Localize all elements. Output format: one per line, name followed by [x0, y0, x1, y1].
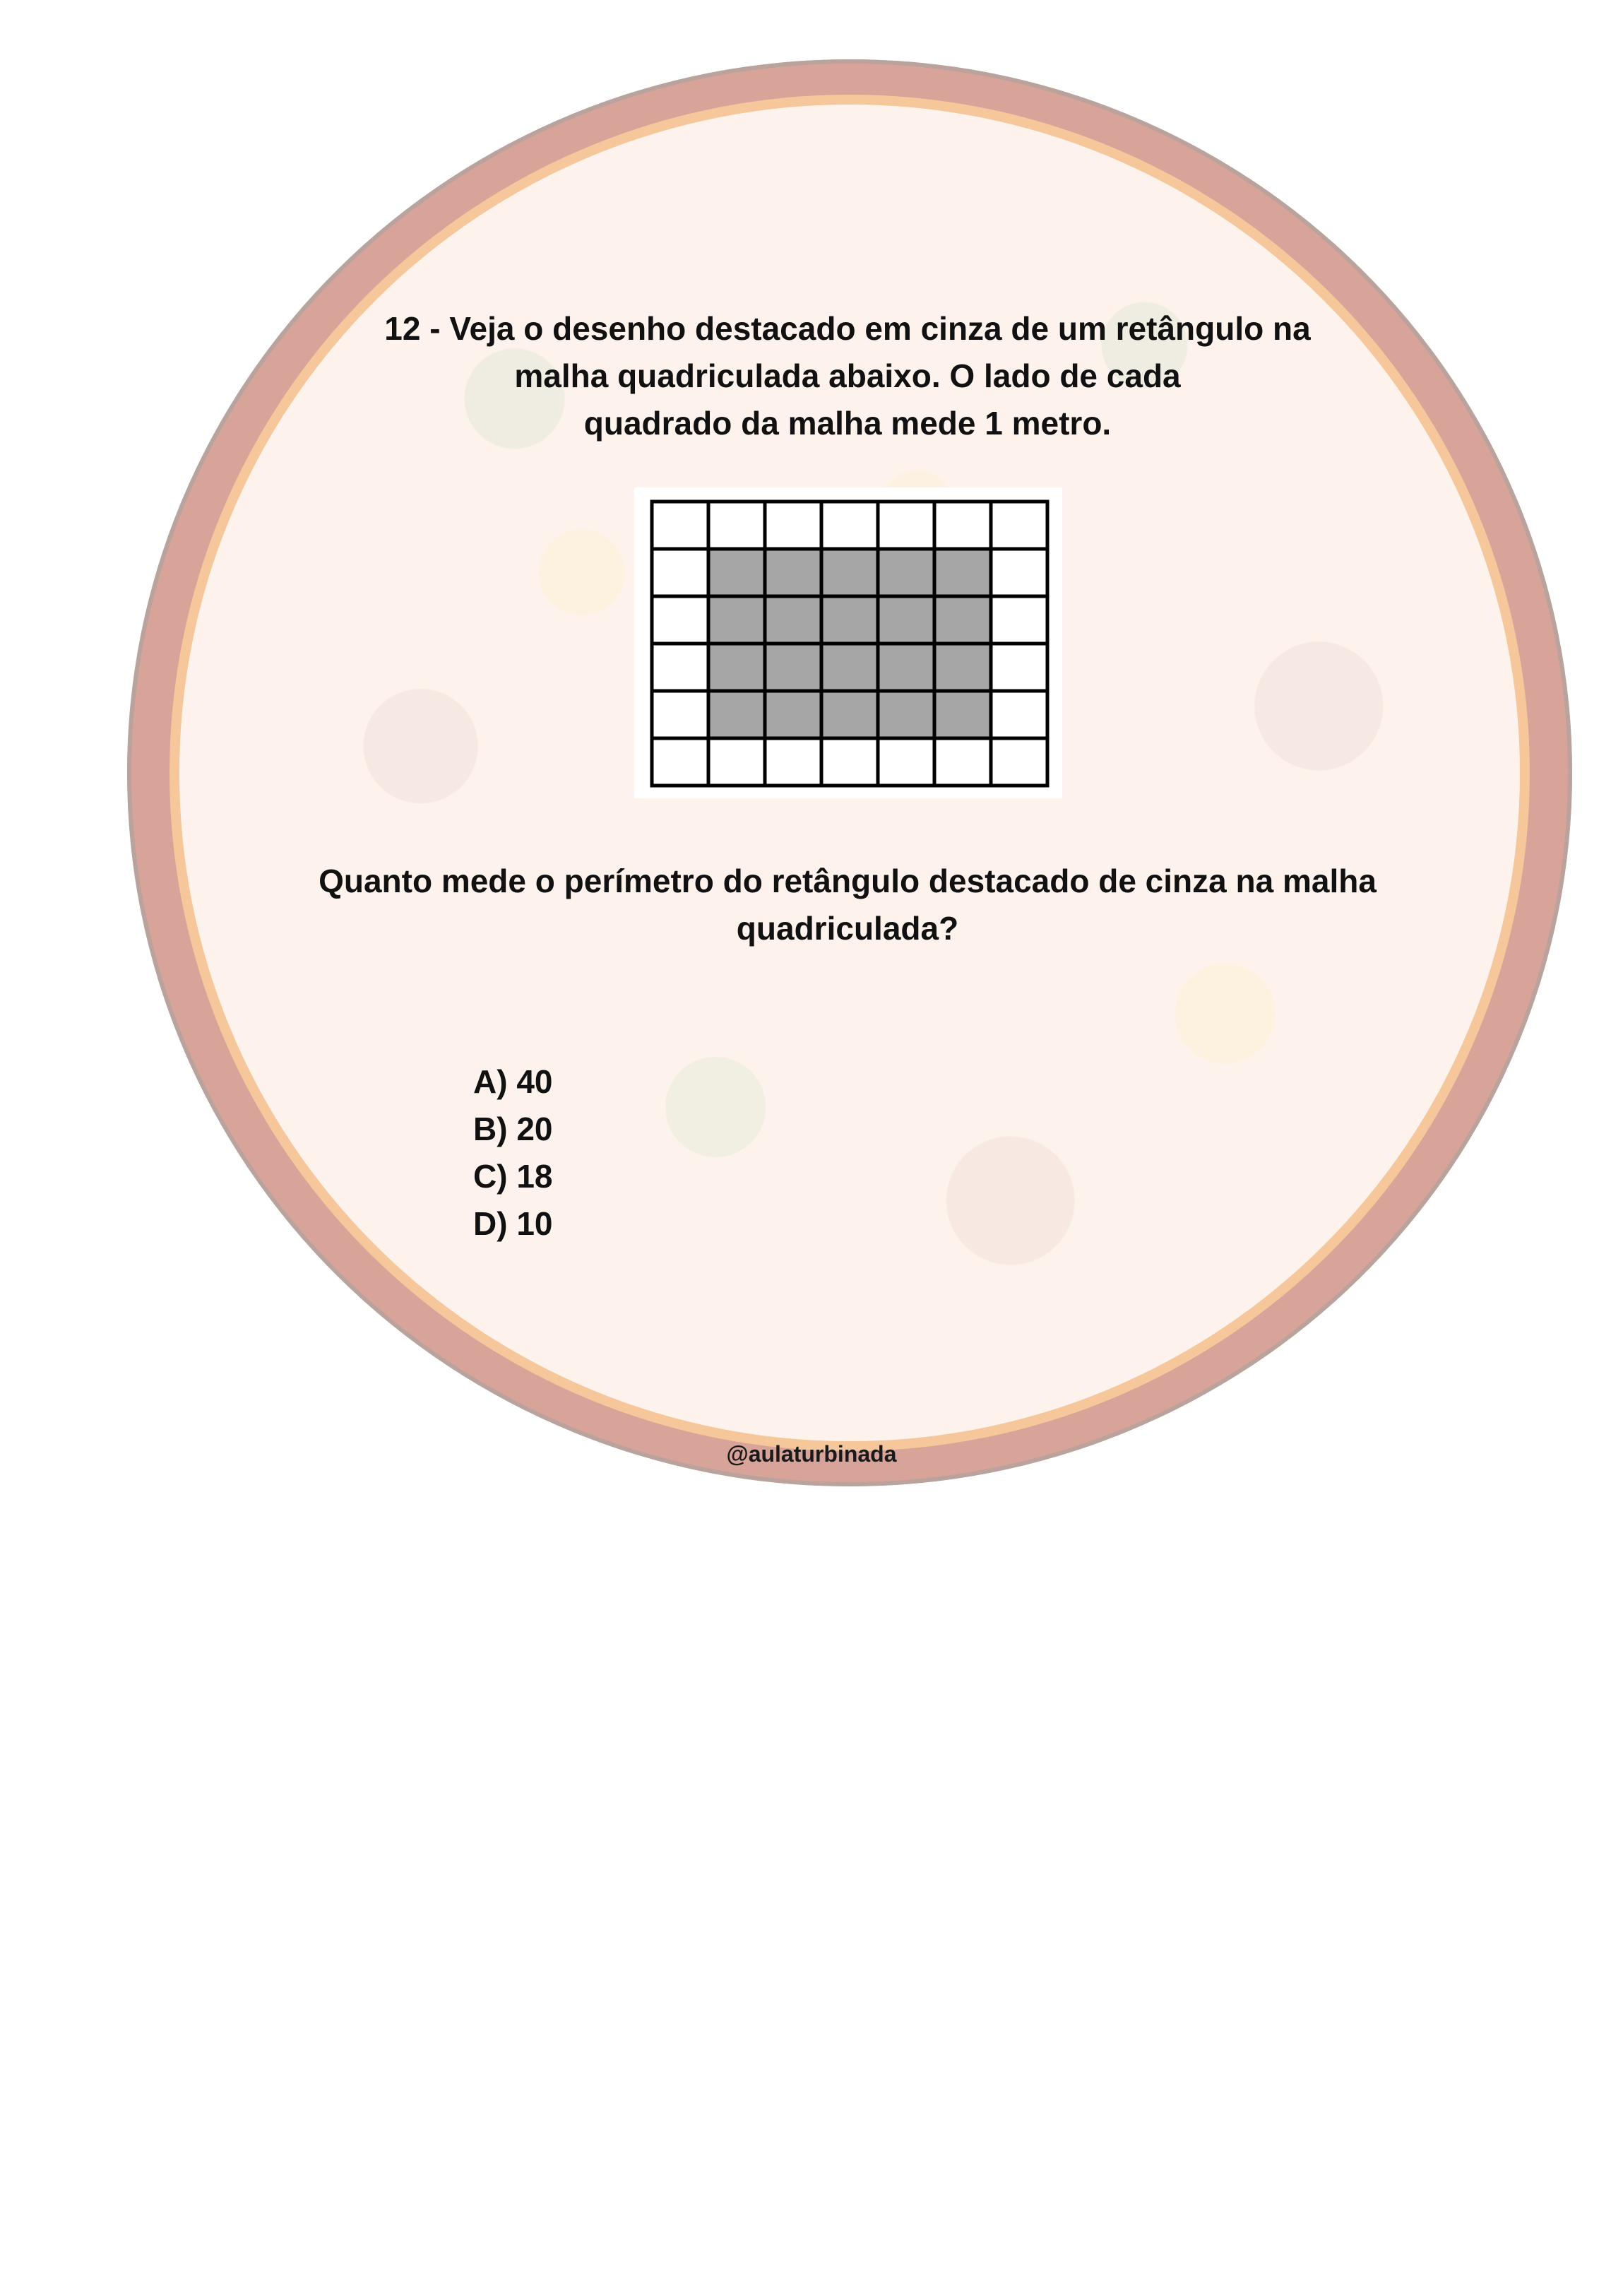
question-title-line: 12 - Veja o desenho destacado em cinza de um retângulo na — [384, 310, 1311, 347]
grid-cell-shaded — [934, 644, 991, 691]
grid-cell-shaded — [765, 549, 821, 596]
square-grid — [634, 487, 1062, 798]
grid-cell-shaded — [765, 596, 821, 644]
grid-cell-shaded — [878, 596, 934, 644]
grid-cell — [652, 596, 708, 644]
grid-cell — [765, 738, 821, 786]
grid-cell — [991, 691, 1047, 738]
grid-cell — [821, 738, 878, 786]
grid-cell — [652, 691, 708, 738]
answer-option-d[interactable]: D) 10 — [473, 1205, 553, 1242]
grid-cell — [991, 502, 1047, 549]
grid-cell-shaded — [821, 644, 878, 691]
question-prompt-line: Quanto mede o perímetro do retângulo destacado de cinza na malha — [319, 863, 1377, 899]
question-title-line: quadrado da malha mede 1 metro. — [583, 405, 1112, 442]
grid-cell-shaded — [821, 691, 878, 738]
grid-cell-shaded — [708, 596, 765, 644]
grid-cell — [765, 502, 821, 549]
grid-cell — [991, 738, 1047, 786]
grid-cell-shaded — [765, 691, 821, 738]
grid-cell — [991, 644, 1047, 691]
grid-cell — [652, 644, 708, 691]
grid-cell — [934, 502, 991, 549]
question-title — [212, 305, 1483, 447]
question-title-line: malha quadriculada abaixo. O lado de cada — [514, 357, 1181, 394]
grid-cell-shaded — [878, 644, 934, 691]
question-prompt — [212, 858, 1483, 952]
answer-option-c[interactable]: C) 18 — [473, 1158, 553, 1195]
grid-cell — [991, 549, 1047, 596]
answer-options — [473, 1058, 552, 1248]
grid-cell — [652, 738, 708, 786]
grid-cell-shaded — [708, 549, 765, 596]
grid-cell — [708, 738, 765, 786]
square-grid-figure — [634, 487, 1062, 798]
grid-cell-shaded — [821, 596, 878, 644]
grid-cell-shaded — [934, 691, 991, 738]
grid-cell-shaded — [878, 691, 934, 738]
grid-cell-shaded — [821, 549, 878, 596]
grid-cell — [652, 549, 708, 596]
grid-cell — [934, 738, 991, 786]
grid-cell — [708, 502, 765, 549]
grid-cell-shaded — [708, 644, 765, 691]
grid-cell — [878, 738, 934, 786]
grid-cell-shaded — [934, 549, 991, 596]
grid-cell-shaded — [934, 596, 991, 644]
author-handle: @aulaturbinada — [726, 1441, 897, 1467]
question-prompt-line: quadriculada? — [736, 910, 959, 947]
grid-cell — [652, 502, 708, 549]
answer-option-a[interactable]: A) 40 — [473, 1063, 553, 1100]
grid-cell — [878, 502, 934, 549]
grid-cell-shaded — [708, 691, 765, 738]
grid-cell-shaded — [878, 549, 934, 596]
grid-cell — [821, 502, 878, 549]
answer-option-b[interactable]: B) 20 — [473, 1111, 553, 1147]
grid-cell-shaded — [765, 644, 821, 691]
grid-cell — [991, 596, 1047, 644]
